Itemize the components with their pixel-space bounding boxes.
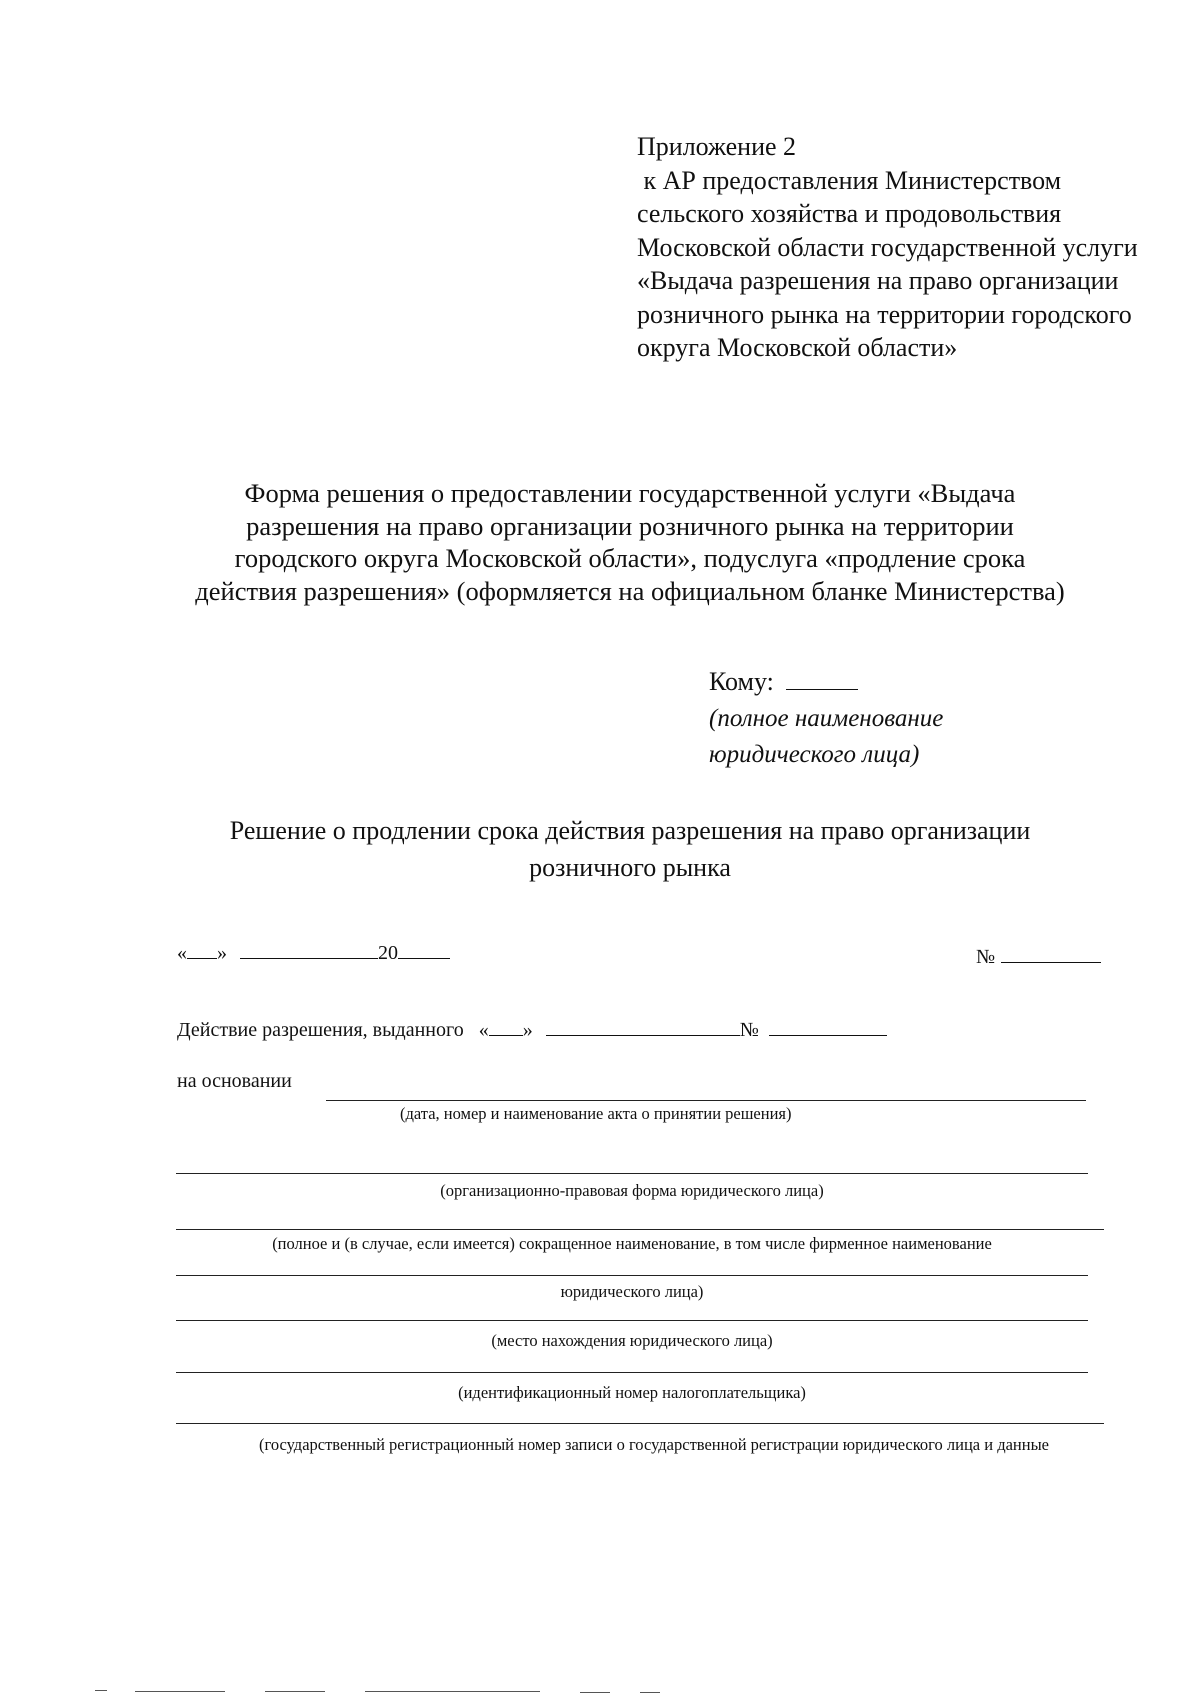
- day-blank-line: [187, 940, 217, 959]
- legal-form-caption: (организационно-правовая форма юридического лица): [440, 1181, 824, 1200]
- date-open-quote: «: [177, 942, 187, 964]
- recipient-blank-line: [786, 671, 858, 690]
- permit-open-quote: «: [478, 1019, 489, 1041]
- legal-form-line: [176, 1173, 1088, 1174]
- decision-date-row: [177, 940, 450, 965]
- appendix-line: «Выдача разрешения на право организации: [637, 266, 1119, 295]
- form-title-line: разрешения на право организации розничного рынка на территории: [246, 510, 1014, 541]
- scan-artifact: [580, 1692, 610, 1693]
- ogrn-line: [176, 1423, 1104, 1424]
- date-close-quote: »: [217, 942, 227, 964]
- permit-day-blank-line: [489, 1017, 523, 1036]
- scan-artifact: [265, 1691, 325, 1692]
- appendix-line: Московской области государственной услуги: [637, 232, 1138, 262]
- scan-artifact: [135, 1691, 225, 1692]
- appendix-line: сельского хозяйства и продовольствия: [637, 199, 1062, 228]
- permit-number-blank-line: [769, 1017, 887, 1036]
- appendix-line: розничного рынка на территории городского: [637, 299, 1132, 329]
- appendix-line: округа Московской области»: [637, 333, 958, 362]
- permit-row: [177, 1017, 887, 1042]
- decision-title-line: розничного рынка: [529, 853, 731, 882]
- basis-line: [326, 1100, 1086, 1101]
- full-name-caption-cont: юридического лица): [560, 1282, 704, 1301]
- decision-title-line: Решение о продлении срока действия разрешения на право организации: [229, 816, 1031, 845]
- appendix-header: [637, 130, 1197, 365]
- year-prefix: 20: [378, 942, 398, 964]
- permit-text: Действие разрешения, выданного: [177, 1019, 464, 1041]
- form-title-line: действия разрешения» (оформляется на официальном бланке Министерства): [195, 575, 1065, 606]
- number-blank-line: [1001, 944, 1101, 963]
- inn-caption: (идентификационный номер налогоплательщика): [458, 1383, 806, 1402]
- year-blank-line: [398, 940, 450, 959]
- recipient-label: Кому:: [709, 667, 774, 696]
- form-title-line: Форма решения о предоставлении государственной услуги «Выдача: [244, 478, 1016, 508]
- recipient-note: [709, 701, 943, 773]
- permit-close-quote: »: [522, 1019, 533, 1041]
- scan-artifact: [640, 1692, 660, 1693]
- location-caption: (место нахождения юридического лица): [491, 1331, 773, 1350]
- full-name-caption: (полное и (в случае, если имеется) сокращенное наименование, в том числе фирменное наименование: [272, 1234, 992, 1253]
- recipient-note-line: юридического лица): [709, 741, 920, 768]
- ogrn-caption: (государственный регистрационный номер записи о государственной регистрации юридического лица и данные: [258, 1435, 1050, 1454]
- form-title-line: городского округа Московской области», подуслуга «продление срока: [234, 543, 1026, 573]
- appendix-line: Приложение 2: [637, 132, 797, 161]
- inn-line: [176, 1372, 1088, 1373]
- appendix-line: к АР предоставления Министерством: [637, 165, 1062, 195]
- recipient-block: [709, 664, 858, 700]
- location-line: [176, 1320, 1088, 1321]
- full-name-line-2: [176, 1275, 1088, 1276]
- permit-date-blank-line: [546, 1017, 740, 1036]
- full-name-line: [176, 1229, 1104, 1230]
- basis-caption: (дата, номер и наименование акта о принятии решения): [400, 1104, 792, 1123]
- recipient-note-line: (полное наименование: [709, 705, 944, 732]
- month-blank-line: [240, 940, 378, 959]
- scan-artifact: [365, 1691, 540, 1692]
- form-title: [100, 477, 1160, 607]
- number-sign: №: [976, 946, 996, 968]
- permit-number-sign: №: [739, 1019, 759, 1041]
- decision-title: [160, 812, 1100, 886]
- basis-label: на основании: [177, 1070, 292, 1092]
- decision-number-block: [976, 944, 1101, 969]
- scan-artifact: [95, 1690, 107, 1691]
